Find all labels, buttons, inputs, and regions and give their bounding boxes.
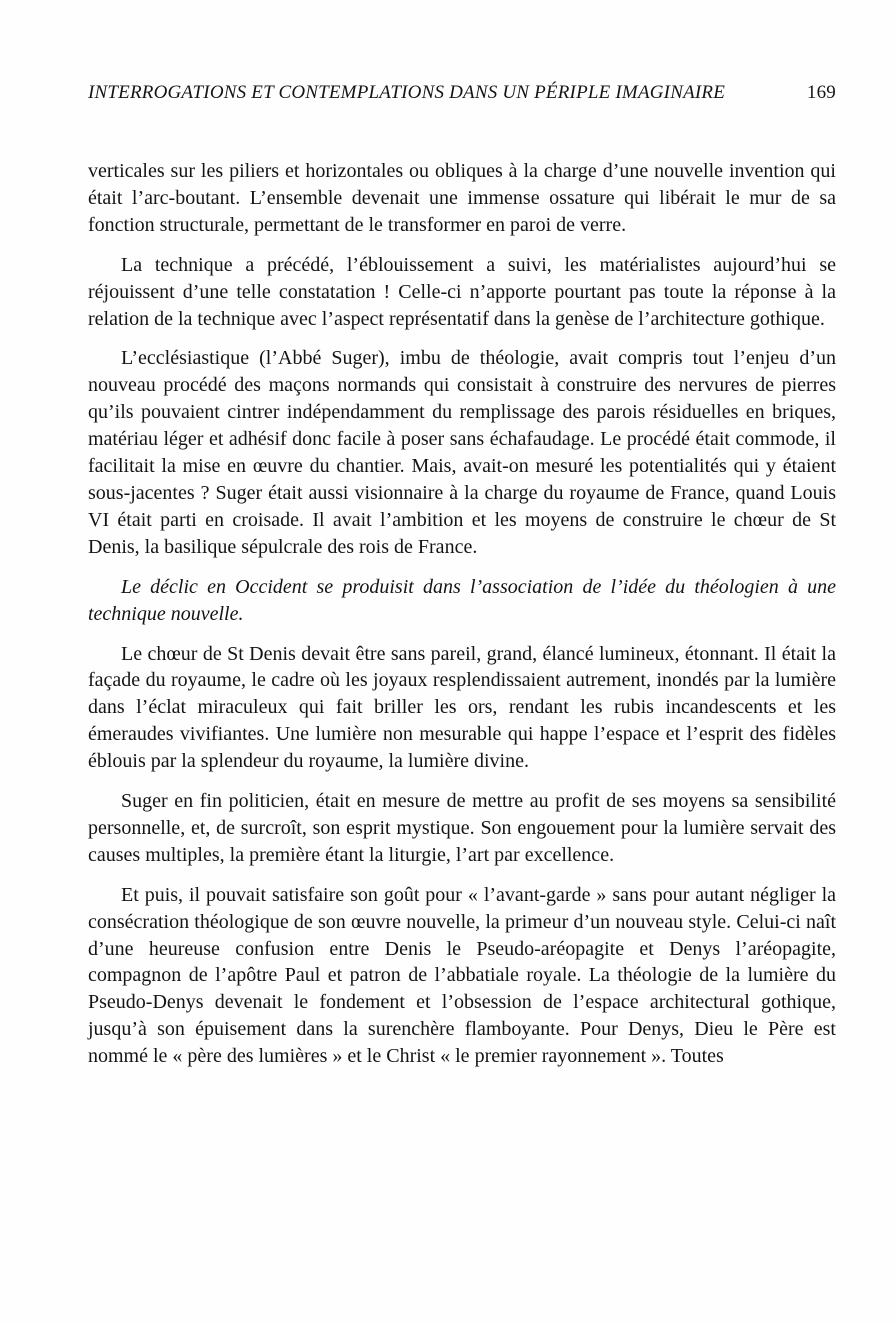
page-number: 169 [806,82,836,103]
running-header [88,82,836,104]
paragraph: La technique a précédé, l’éblouissement a suivi, les matérialistes aujourd’hui se réjouissent d’une telle constatation ! Celle-ci n’apporte pourtant pas toute la réponse à la relation de la technique avec l’aspect représentatif dans la genèse de l’architecture gothique. [88,253,836,330]
paragraph: Suger en fin politicien, était en mesure de mettre au profit de ses moyens sa sensibilité personnelle, et, de surcroît, son esprit mystique. Son engouement pour la lumière servait des causes multiples, la première étant la liturgie, l’art par excellence. [88,790,836,866]
paragraph-continuation: verticales sur les piliers et horizontales ou obliques à la charge d’une nouvelle invention qui était l’arc-boutant. L’ensemble devenait une immense ossature qui libérait le mur de sa fonction structurale, permettant de le transformer en paroi de verre. [88,160,836,236]
page-body [88,158,836,1070]
running-header-title: INTERROGATIONS ET CONTEMPLATIONS DANS UN PÉRIPLE IMAGINAIRE [88,82,726,103]
paragraph: Le chœur de St Denis devait être sans pareil, grand, élancé lumineux, étonnant. Il était la façade du royaume, le cadre où les joyaux resplendissaient autrement, inondés par la lumière dans l’éclat miraculeux qui fait briller les ors, rendant les rubis incandescents et les émeraudes vivifiantes. Une lumière non mesurable qui happe l’espace et l’esprit des fidèles éblouis par la splendeur du royaume, la lumière divine. [88,642,836,773]
paragraph-emphasis: Le déclic en Occident se produisit dans l’association de l’idée du théologien à une technique nouvelle. [88,575,836,625]
paragraph: Et puis, il pouvait satisfaire son goût pour « l’avant-garde » sans pour autant négliger la consécration théologique de son œuvre nouvelle, la primeur d’un nouveau style. Celui-ci naît d’une heureuse confusion entre Denis le Pseudo-aréopagite et Denys l’aréopagite, compagnon de l’apôtre Paul et patron de l’abbatiale royale. La théologie de la lumière du Pseudo-Denys devenait le fondement et l’obsession de l’espace architectural gothique, jusqu’à son épuisement dans la surenchère flamboyante. Pour Denys, Dieu le Père est nommé le « père des lumières » et le Christ « le premier rayonnement ». Toutes [88,883,836,1068]
paragraph: L’ecclésiastique (l’Abbé Suger), imbu de théologie, avait compris tout l’enjeu d’un nouveau procédé des maçons normands qui consistait à construire des nervures de pierres qu’ils pouvaient cintrer indépendamment du remplissage des parois résiduelles en briques, matériau léger et adhésif donc facile à poser sans échafaudage. Le procédé était commode, il facilitait la mise en œuvre du chantier. Mais, avait-on mesuré les potentialités qui y étaient sous-jacentes ? Suger était aussi visionnaire à la charge du royaume de France, quand Louis VI était parti en croisade. Il avait l’ambition et les moyens de construire le chœur de St Denis, la basilique sépulcrale des rois de France. [88,347,836,558]
